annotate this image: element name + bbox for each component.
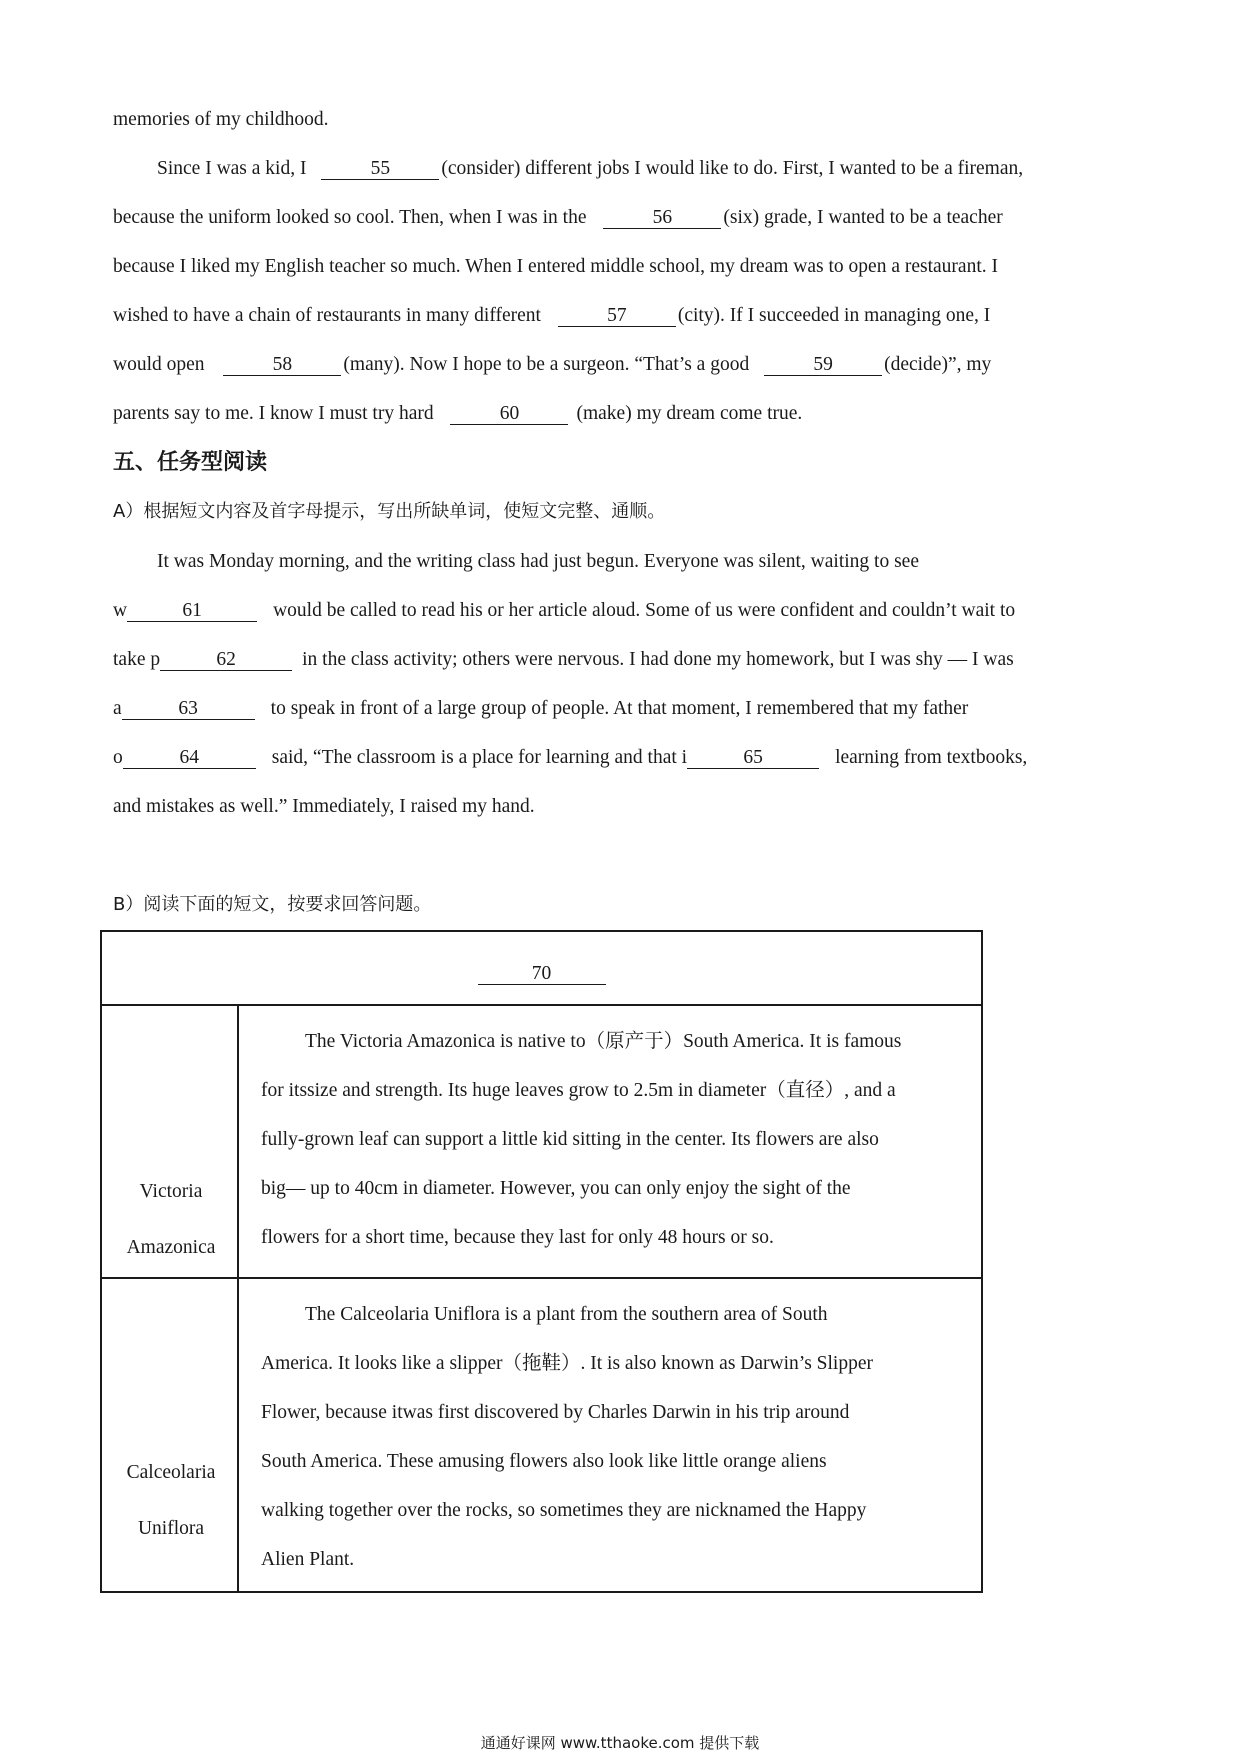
description-line: Flower, because itwas first discovered by Charles Darwin in his trip around [261, 1402, 850, 1423]
passage-line [113, 402, 802, 426]
section-heading: 五、任务型阅读 [113, 450, 268, 475]
passage-text: (six) grade, I wanted to be a teacher [723, 207, 1003, 228]
passage-line [113, 697, 968, 721]
description-line: big— up to 40cm in diameter. However, you can only enjoy the sight of the [261, 1178, 851, 1199]
passage-text: (city). If I succeeded in managing one, I [677, 305, 991, 326]
passage-text: Since I was a kid, I [157, 158, 307, 179]
passage-text: (make) my dream come true. [576, 403, 803, 424]
answer-blank-58[interactable]: 58 [223, 355, 341, 376]
table-title-row [100, 962, 983, 986]
answer-blank-60[interactable]: 60 [450, 404, 568, 425]
answer-blank-65[interactable]: 65 [687, 748, 819, 769]
description-line: flowers for a short time, because they last for only 48 hours or so. [261, 1227, 774, 1248]
plant-description [261, 1290, 977, 1584]
passage-text: to speak in front of a large group of people. At that moment, I remembered that my father [270, 698, 969, 719]
description-line: The Calceolaria Uniflora is a plant from the southern area of South [305, 1304, 828, 1325]
passage-line: memories of my childhood. [113, 109, 329, 130]
answer-blank-62[interactable]: 62 [160, 650, 292, 671]
passage-text: (many). Now I hope to be a surgeon. “That’s a good [343, 354, 750, 375]
answer-blank-55[interactable]: 55 [321, 159, 439, 180]
table-divider [100, 1277, 983, 1279]
table-divider [100, 1004, 983, 1006]
initial-letter: a [113, 698, 122, 719]
passage-text: wished to have a chain of restaurants in many different [113, 305, 541, 326]
answer-blank-57[interactable]: 57 [558, 306, 676, 327]
description-line: The Victoria Amazonica is native to（原产于）South America. It is famous [305, 1031, 902, 1052]
part-a-instruction: A）根据短文内容及首字母提示，写出所缺单词，使短文完整、通顺。 [113, 501, 666, 522]
passage-text: in the class activity; others were nervous. I had done my homework, but I was shy — I was [302, 649, 1014, 670]
answer-blank-59[interactable]: 59 [764, 355, 882, 376]
passage-line: It was Monday morning, and the writing class had just begun. Everyone was silent, waiting to see [157, 551, 919, 572]
plant-name: Uniflora [137, 1518, 205, 1539]
description-line: fully-grown leaf can support a little kid sitting in the center. Its flowers are also [261, 1129, 879, 1150]
passage-text: (decide)”, my [884, 354, 992, 375]
passage-text: because the uniform looked so cool. Then, when I was in the [113, 207, 587, 228]
description-line: Alien Plant. [261, 1549, 355, 1570]
passage-line [113, 599, 1015, 623]
answer-blank-61[interactable]: 61 [127, 601, 257, 622]
description-line: walking together over the rocks, so sometimes they are nicknamed the Happy [261, 1500, 867, 1521]
answer-blank-70[interactable]: 70 [478, 964, 606, 985]
passage-line [113, 353, 991, 377]
passage-line [113, 648, 1014, 672]
plant-name: Amazonica [126, 1237, 216, 1258]
passage-line: because I liked my English teacher so much. When I entered middle school, my dream was to open a restaurant. I [113, 256, 998, 277]
passage-text: would open [113, 354, 205, 375]
passage-text: would be called to read his or her article aloud. Some of us were confident and couldn’t wait to [273, 600, 1016, 621]
description-line: South America. These amusing flowers also look like little orange aliens [261, 1451, 827, 1472]
answer-blank-64[interactable]: 64 [123, 748, 256, 769]
passage-text: said, “The classroom is a place for learning and that i [271, 747, 688, 768]
description-line: for itssize and strength. Its huge leaves grow to 2.5m in diameter（直径）, and a [261, 1080, 896, 1101]
passage-text: learning from textbooks, [835, 747, 1028, 768]
description-line: America. It looks like a slipper（拖鞋）. It is also known as Darwin’s Slipper [261, 1353, 873, 1374]
table-column-divider [237, 1004, 239, 1593]
plant-description [261, 1017, 977, 1262]
passage-line: and mistakes as well.” Immediately, I raised my hand. [113, 796, 535, 817]
initial-letter: o [113, 747, 123, 768]
answer-blank-56[interactable]: 56 [603, 208, 721, 229]
passage-line [157, 157, 1023, 181]
initial-letter: take p [113, 649, 161, 670]
passage-text: parents say to me. I know I must try hard [113, 403, 434, 424]
passage-line [113, 206, 1003, 230]
page-footer: 通通好课网 www.tthaoke.com 提供下载 [480, 1734, 760, 1752]
plant-name: Calceolaria [126, 1462, 216, 1483]
initial-letter: w [113, 600, 128, 621]
part-b-instruction: B）阅读下面的短文，按要求回答问题。 [113, 894, 432, 915]
passage-line [113, 746, 1027, 770]
passage-text: (consider) different jobs I would like to do. First, I wanted to be a fireman, [441, 158, 1024, 179]
passage-line [113, 304, 990, 328]
plant-name: Victoria [139, 1181, 203, 1202]
answer-blank-63[interactable]: 63 [122, 699, 255, 720]
